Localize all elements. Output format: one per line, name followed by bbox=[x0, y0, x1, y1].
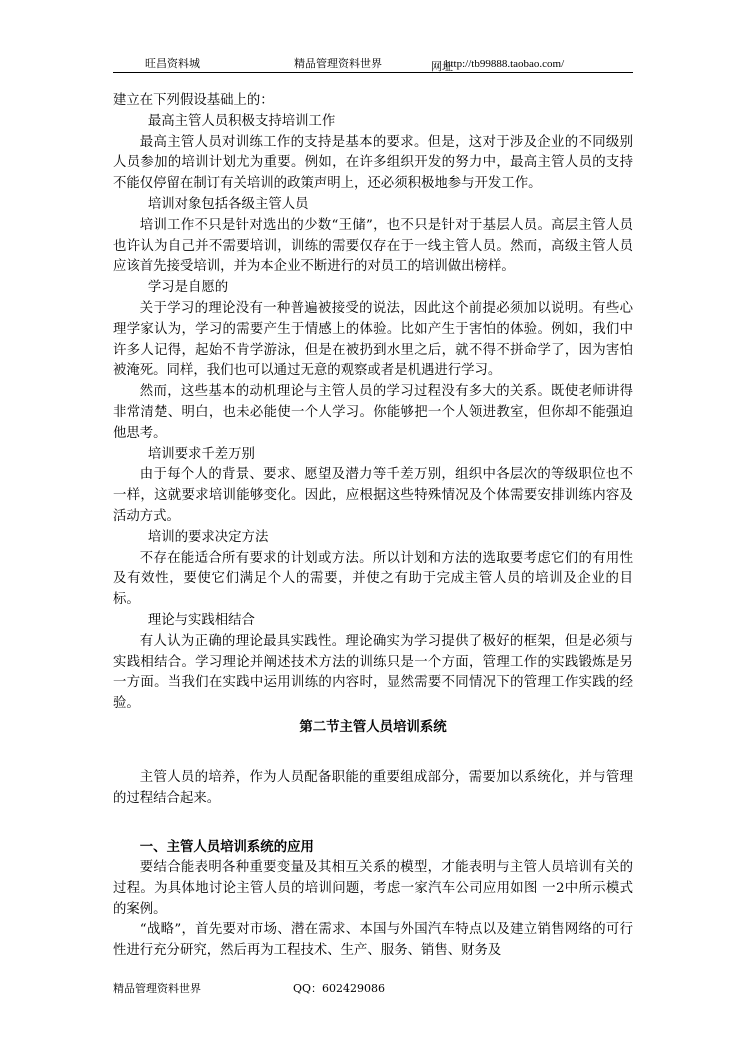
body-paragraph: 要结合能表明各种重要变量及其相互关系的模型，才能表明与主管人员培训有关的过程。为具体地讨论主管人员的培训问题，考虑一家汽车公司应用如图 一2中所示模式的案例。 bbox=[113, 860, 633, 917]
subheading: 培训对象包括各级主管人员 bbox=[147, 196, 309, 212]
body-paragraph: 最高主管人员对训练工作的支持是基本的要求。但是，这对于涉及企业的不同级别人员参加的培训计划尤为重要。例如，在许多组织开发的努力中，最高主管人员的支持不能仅停留在制订有关培训的政策声明上，还必须积极地参与开发工作。 bbox=[113, 134, 633, 192]
subheading: 学习是自愿的 bbox=[147, 280, 229, 296]
subheading: 培训要求千差万别 bbox=[147, 446, 255, 462]
subheading: 培训的要求决定方法 bbox=[147, 529, 269, 545]
body-paragraph: 由于每个人的背景、要求、愿望及潜力等千差万别，组织中各层次的等级职位也不一样，这就要求培训能够变化。因此，应根据这些特殊情况及个体需要安排训练内容及活动方式。 bbox=[113, 467, 633, 524]
page-header bbox=[113, 52, 633, 73]
subheading: 最高主管人员积极支持培训工作 bbox=[147, 113, 336, 129]
footer-qq: QQ：602429086 bbox=[293, 982, 386, 995]
body-paragraph: 主管人员的培养，作为人员配备职能的重要组成部分，需要加以系统化，并与管理的过程结合起来。 bbox=[113, 769, 633, 806]
header-url-link[interactable]: http://tb99888.taobao.com/ bbox=[445, 58, 565, 70]
header-left: 旺昌资料城 bbox=[145, 57, 200, 70]
body-paragraph: 然而，这些基本的动机理论与主管人员的学习过程没有多大的关系。既使老师讲得非常清楚、明白，也未必能使一个人学习。你能够把一个人领进教室，但你却不能强迫他思考。 bbox=[113, 384, 633, 441]
header-center: 精品管理资料世界 bbox=[294, 57, 382, 70]
footer-left: 精品管理资料世界 bbox=[113, 982, 201, 995]
body-paragraph: 关于学习的理论没有一种普遍被接受的说法，因此这个前提必须加以说明。有些心理学家认为，学习的需要产生于情感上的体验。比如产生于害怕的体验。例如，我们中许多人记得，起始不肯学游泳，但是在被扔到水里之后，就不得不拼命学了，因为害怕被淹死。同样，我们也可以通过无意的观察或者是机遇进行学习。 bbox=[113, 300, 633, 379]
document-body bbox=[113, 91, 633, 962]
section-title: 第二节主管人员培训系统 bbox=[299, 718, 447, 735]
page-footer bbox=[113, 980, 386, 996]
subheading: 理论与实践相结合 bbox=[147, 612, 255, 628]
body-paragraph: 建立在下列假设基础上的： bbox=[113, 93, 274, 108]
body-paragraph: 培训工作不只是针对选出的少数“王储”，也不只是针对于基层人员。高层主管人员也许认为自己并不需要培训，训练的需要仅存在于一线主管人员。然而，高级主管人员应该首先接受培训，并为本企业不断进行的对员工的培训做出榜样。 bbox=[113, 217, 633, 275]
section-heading: 一、主管人员培训系统的应用 bbox=[139, 839, 314, 856]
body-paragraph: 有人认为正确的理论最具实践性。理论确实为学习提供了极好的框架，但是必须与实践相结合。学习理论并阐述技术方法的训练只是一个方面，管理工作的实践锻炼是另一方面。当我们在实践中运用训练的内容时，显然需要不同情况下的管理工作实践的经验。 bbox=[113, 633, 633, 712]
body-paragraph: 不存在能适合所有要求的计划或方法。所以计划和方法的选取要考虑它们的有用性及有效性，要使它们满足个人的需要，并使之有助于完成主管人员的培训及企业的目标。 bbox=[113, 550, 633, 608]
header-url-label: 网址 bbox=[431, 60, 453, 73]
body-paragraph: “战略”，首先要对市场、潜在需求、本国与外国汽车特点以及建立销售网络的可行性进行充分研究，然后再为工程技术、生产、服务、销售、财务及 bbox=[113, 922, 633, 959]
